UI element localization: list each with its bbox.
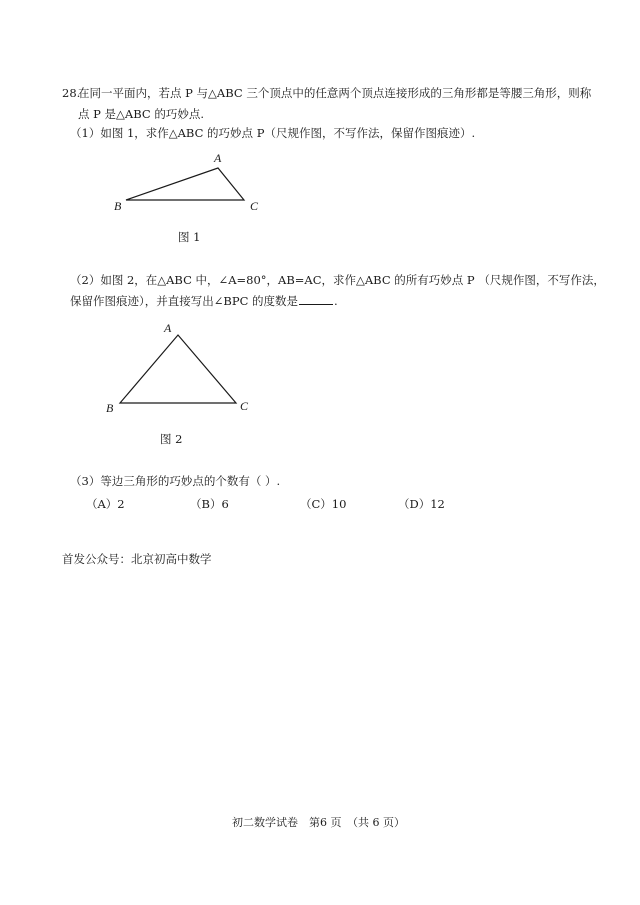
option-d[interactable]: （D）12 bbox=[398, 497, 445, 511]
figure1-caption: 图 1 bbox=[178, 230, 201, 244]
question-number: 28. bbox=[62, 86, 81, 100]
part2-text-line2 bbox=[70, 293, 338, 308]
option-c[interactable]: （C）10 bbox=[300, 497, 347, 511]
figure2-label-c: C bbox=[240, 399, 249, 413]
figure2 bbox=[100, 318, 260, 418]
option-b[interactable]: （B）6 bbox=[190, 497, 229, 511]
figure2-triangle bbox=[100, 318, 260, 418]
answer-blank[interactable] bbox=[299, 293, 333, 305]
figure2-triangle-outline bbox=[120, 335, 236, 403]
figure2-label-a: A bbox=[164, 321, 172, 335]
figure1 bbox=[110, 150, 270, 220]
figure1-triangle-outline bbox=[126, 168, 244, 200]
part2-text-line2-after: . bbox=[334, 294, 338, 308]
figure1-label-a: A bbox=[214, 151, 222, 165]
part2-text-line2-before: 保留作图痕迹），并直接写出∠BPC 的度数是 bbox=[70, 294, 299, 308]
figure2-caption: 图 2 bbox=[160, 432, 183, 446]
part3-text: （3）等边三角形的巧妙点的个数有（ ）. bbox=[70, 474, 281, 488]
source-note: 首发公众号：北京初高中数学 bbox=[62, 552, 212, 566]
figure2-label-b: B bbox=[106, 401, 114, 415]
option-a[interactable]: （A）2 bbox=[86, 497, 125, 511]
figure1-label-c: C bbox=[250, 199, 259, 213]
part1-text: （1）如图 1，求作△ABC 的巧妙点 P（尺规作图，不写作法，保留作图痕迹）. bbox=[70, 126, 476, 140]
question-intro-line1: 在同一平面内，若点 P 与△ABC 三个顶点中的任意两个顶点连接形成的三角形都是等腰三角形，则称 bbox=[78, 86, 592, 100]
page-footer: 初二数学试卷 第6 页 （共 6 页） bbox=[232, 816, 405, 829]
part2-text-line1: （2）如图 2，在△ABC 中，∠A=80°，AB=AC，求作△ABC 的所有巧妙点 P （尺规作图，不写作法， bbox=[70, 273, 605, 287]
figure1-label-b: B bbox=[114, 199, 122, 213]
figure1-triangle bbox=[110, 150, 270, 220]
question-intro-line2: 点 P 是△ABC 的巧妙点. bbox=[78, 107, 204, 121]
